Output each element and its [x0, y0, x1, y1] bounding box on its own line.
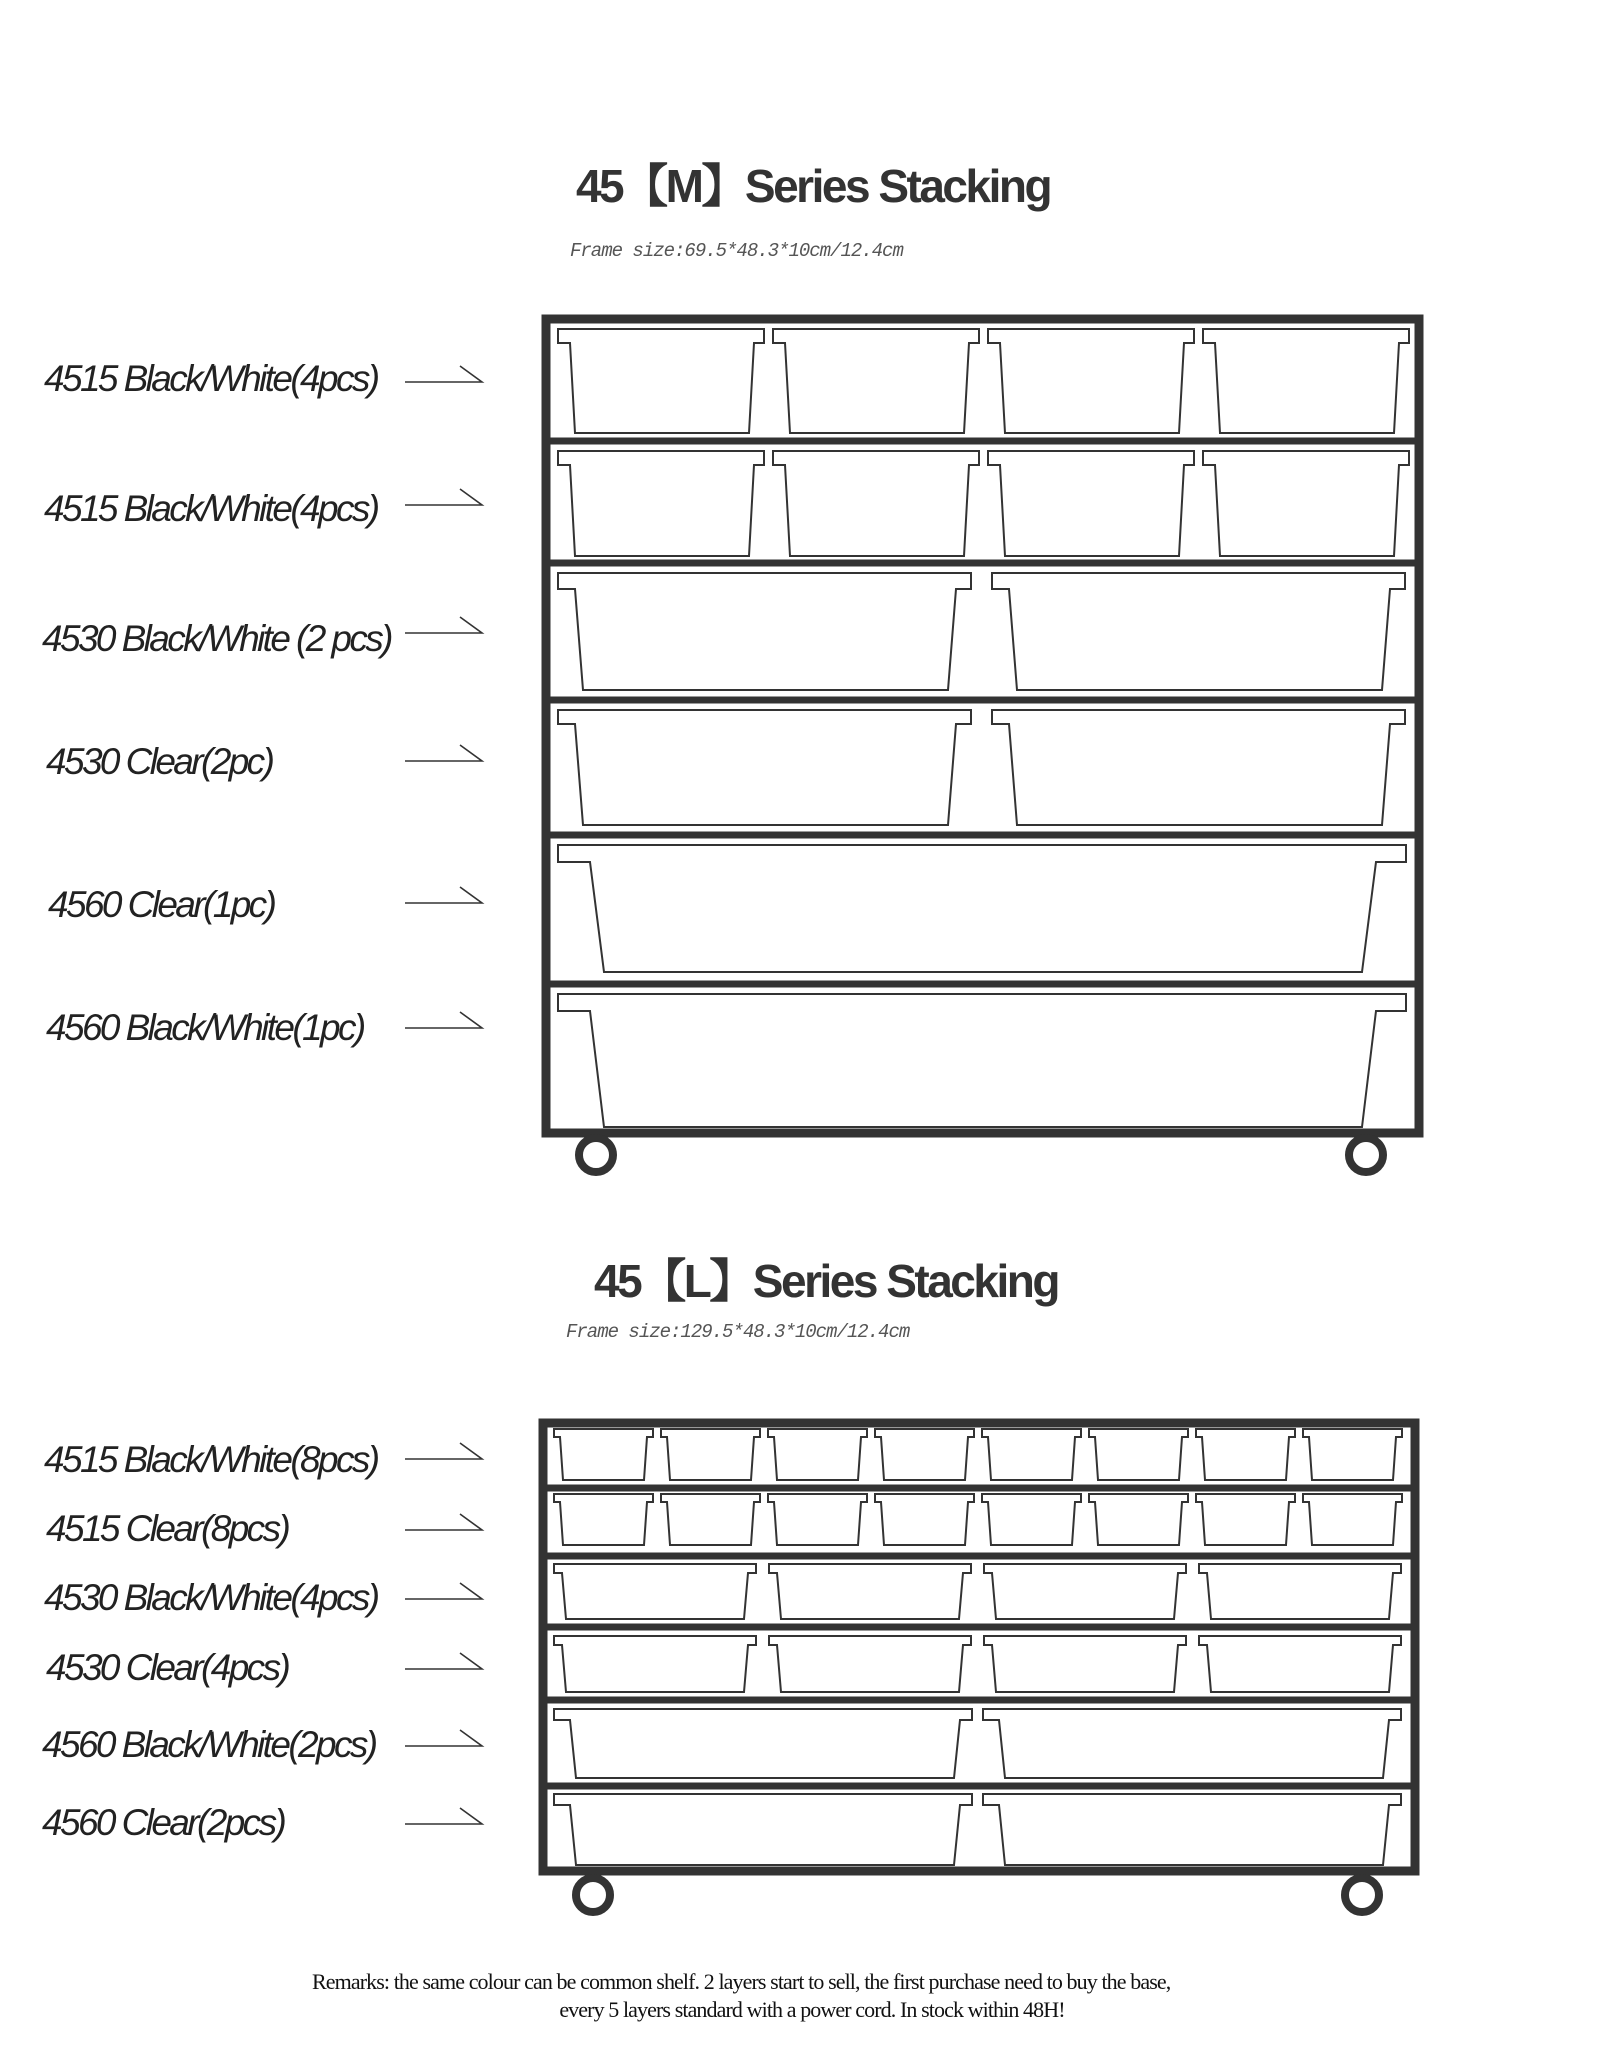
bin-4515: [554, 1429, 653, 1480]
m-wheel-left: [579, 1138, 613, 1172]
bin-4515: [1303, 1429, 1402, 1480]
bin-4530: [1199, 1564, 1401, 1619]
bin-4515: [982, 1494, 1081, 1545]
m-row-label-1: 4515 Black/White(4pcs): [44, 358, 378, 399]
l-row-label-6: 4560 Clear(2pcs): [42, 1802, 285, 1843]
l-arrow-2: [405, 1514, 482, 1530]
m-row-label-6: 4560 Black/White(1pc): [46, 1007, 364, 1048]
m-series-section: [42, 160, 1419, 1172]
m-row-label-2: 4515 Black/White(4pcs): [44, 488, 378, 529]
l-row-label-1: 4515 Black/White(8pcs): [44, 1439, 378, 1480]
m-shelf-frame: [546, 319, 1419, 1172]
l-series-frame-size: Frame size:129.5*48.3*10cm/12.4cm: [566, 1321, 910, 1343]
l-arrow-3: [405, 1583, 482, 1599]
bin-4515: [1196, 1429, 1295, 1480]
m-arrow-3: [405, 617, 482, 633]
l-wheel-left: [576, 1878, 610, 1912]
bin-4515: [1089, 1429, 1188, 1480]
l-row-label-2: 4515 Clear(8pcs): [46, 1508, 289, 1549]
m-row-labels: [42, 358, 392, 1048]
bin-4515: [773, 329, 979, 433]
bin-4560: [983, 1709, 1401, 1778]
bin-4515: [1196, 1494, 1295, 1545]
bin-4515: [988, 451, 1194, 556]
l-arrow-5: [405, 1730, 482, 1746]
bin-4515: [661, 1429, 760, 1480]
bin-4515: [1203, 329, 1409, 433]
l-series-section: [42, 1255, 1415, 1912]
bin-4515: [988, 329, 1194, 433]
m-bins: [558, 329, 1409, 1127]
m-arrow-6: [405, 1012, 482, 1028]
remarks-line-1: Remarks: the same colour can be common shelf. 2 layers start to sell, the first purchase need to buy the base,: [312, 1969, 1171, 1994]
bin-4560: [558, 994, 1406, 1127]
m-series-title: 45【M】Series Stacking: [575, 160, 1051, 212]
l-row-label-5: 4560 Black/White(2pcs): [42, 1724, 376, 1765]
m-arrow-2: [405, 489, 482, 505]
bin-4515: [875, 1494, 974, 1545]
bin-4515: [768, 1429, 867, 1480]
bin-4515: [1089, 1494, 1188, 1545]
bin-4515: [558, 451, 764, 556]
bin-4560: [983, 1794, 1401, 1865]
bin-4515: [1203, 451, 1409, 556]
bin-4530: [554, 1636, 756, 1692]
l-series-title: 45【L】Series Stacking: [594, 1255, 1058, 1307]
bin-4530: [992, 573, 1405, 690]
bin-4560: [554, 1794, 972, 1865]
m-row-label-4: 4530 Clear(2pc): [46, 741, 273, 782]
m-arrow-4: [405, 745, 482, 761]
remarks: [312, 1969, 1171, 2022]
l-wheel-right: [1345, 1878, 1379, 1912]
bin-4530: [984, 1636, 1186, 1692]
l-arrow-6: [405, 1808, 482, 1824]
remarks-line-2: every 5 layers standard with a power cord. In stock within 48H!: [559, 1997, 1065, 2022]
m-series-frame-size: Frame size:69.5*48.3*10cm/12.4cm: [570, 240, 903, 262]
bin-4515: [558, 329, 764, 433]
l-arrow-4: [405, 1653, 482, 1669]
bin-4515: [773, 451, 979, 556]
bin-4530: [984, 1564, 1186, 1619]
bin-4530: [992, 710, 1405, 825]
bin-4530: [769, 1564, 971, 1619]
bin-4560: [558, 845, 1406, 972]
bin-4560: [554, 1709, 972, 1778]
l-bins: [554, 1429, 1402, 1865]
bin-4515: [768, 1494, 867, 1545]
bin-4530: [554, 1564, 756, 1619]
m-arrow-5: [405, 887, 482, 903]
bin-4530: [558, 710, 971, 825]
l-shelf-frame: [543, 1423, 1415, 1912]
m-wheel-right: [1349, 1138, 1383, 1172]
m-row-arrows: [405, 366, 482, 1028]
bin-4515: [554, 1494, 653, 1545]
bin-4515: [661, 1494, 760, 1545]
l-row-label-3: 4530 Black/White(4pcs): [44, 1577, 378, 1618]
bin-4515: [1303, 1494, 1402, 1545]
bin-4530: [769, 1636, 971, 1692]
m-row-label-5: 4560 Clear(1pc): [48, 884, 275, 925]
l-row-arrows: [405, 1443, 482, 1824]
bin-4530: [558, 573, 971, 690]
l-row-label-4: 4530 Clear(4pcs): [46, 1647, 289, 1688]
bin-4515: [982, 1429, 1081, 1480]
bin-4515: [875, 1429, 974, 1480]
l-arrow-1: [405, 1443, 482, 1459]
l-row-labels: [42, 1439, 379, 1843]
bin-4530: [1199, 1636, 1401, 1692]
m-row-label-3: 4530 Black/White (2 pcs): [42, 618, 391, 659]
m-arrow-1: [405, 366, 482, 382]
